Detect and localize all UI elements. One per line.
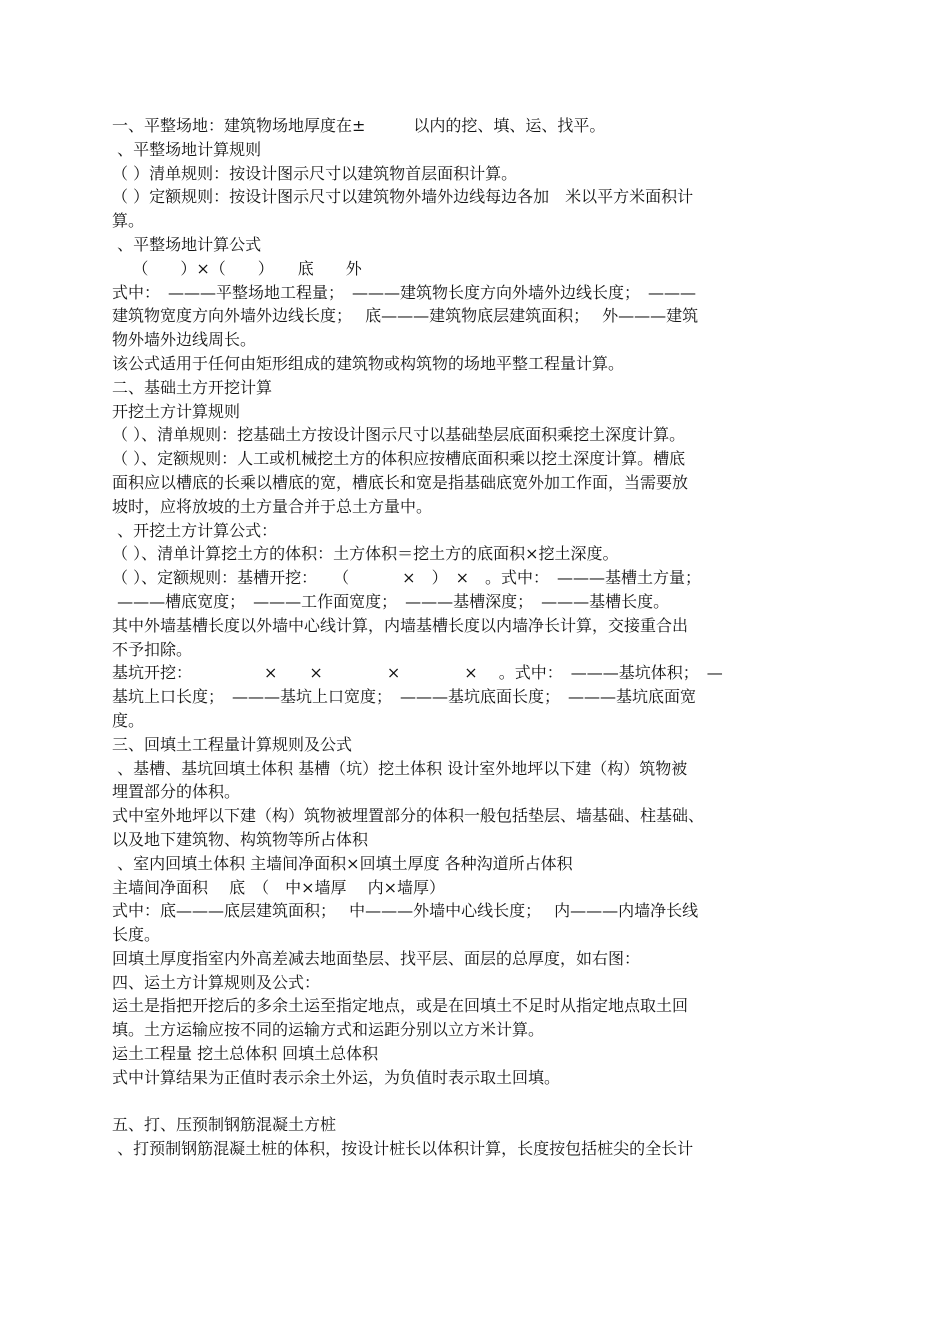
text-line: 长度。 [112,925,161,945]
text-line: 、打预制钢筋混凝土桩的体积，按设计桩长以体积计算，长度按包括桩尖的全长计 [112,1139,694,1159]
text-line: 其中外墙基槽长度以外墙中心线计算，内墙基槽长度以内墙净长计算，交接重合出 [112,615,689,635]
text-line: 度。 [112,710,145,730]
text-line: 、基槽、基坑回填土体积 基槽（坑）挖土体积 设计室外地坪以下建（构）筑物被 [112,758,688,778]
text-line: 物外墙外边线周长。 [112,330,257,350]
text-line: （ ）、定额规则：基槽开挖： （ × ） × 。式中： ———基槽土方量； [112,568,701,588]
text-line: 以及地下建筑物、构筑物等所占体积 [112,829,369,849]
text-line: （ ）、定额规则：人工或机械挖土方的体积应按槽底面积乘以挖土深度计算。槽底 [112,449,686,469]
text-line: 式中：底———底层建筑面积； 中———外墙中心线长度； 内———内墙净长线 [112,901,699,921]
text-line: 式中室外地坪以下建（构）筑物被埋置部分的体积一般包括垫层、墙基础、柱基础、 [112,806,705,826]
text-line: 、平整场地计算公式 [112,234,262,254]
text-line: 一、平整场地：建筑物场地厚度在± 以内的挖、填、运、找平。 [112,116,606,135]
section-heading: 三、回填土工程量计算规则及公式 [112,734,353,754]
text-line: 算。 [112,211,145,231]
text-line: 该公式适用于任何由矩形组成的建筑物或构筑物的场地平整工程量计算。 [112,353,625,373]
section-heading: 四、运土方计算规则及公式： [112,972,321,992]
text-line: 回填土厚度指室内外高差减去地面垫层、找平层、面层的总厚度，如右图： [112,948,641,968]
formula-line: （ ）×（ ） 底 外 [112,258,362,278]
text-line: 建筑物宽度方向外墙外边线长度； 底———建筑物底层建筑面积； 外———建筑 [112,306,699,326]
text-line: 基坑开挖： × × × × 。式中： ———基坑体积； — [112,663,723,683]
formula-line: 运土工程量 挖土总体积 回填土总体积 [112,1044,379,1064]
text-line: 坡时，应将放坡的土方量合并于总土方量中。 [112,496,433,516]
text-line: 、开挖土方计算公式： [112,520,278,540]
document-body [112,114,812,1161]
section-heading: 二、基础土方开挖计算 [112,377,273,397]
text-line: 基坑上口长度； ———基坑上口宽度； ———基坑底面长度； ———基坑底面宽 [112,687,697,707]
text-line: 式中： ———平整场地工程量； ———建筑物长度方向外墙外边线长度； ——— [112,282,697,302]
text-line: （ ）、清单计算挖土方的体积：土方体积＝挖土方的底面积×挖土深度。 [112,544,619,564]
text-line: 运土是指把开挖后的多余土运至指定地点，或是在回填土不足时从指定地点取土回 [112,996,689,1016]
text-line: ———槽底宽度； ———工作面宽度； ———基槽深度； ———基槽长度。 [112,591,670,611]
text-line: 式中计算结果为正值时表示余土外运，为负值时表示取土回填。 [112,1067,561,1087]
text-line: 开挖土方计算规则 [112,401,241,421]
text-line: 填。土方运输应按不同的运输方式和运距分别以立方米计算。 [112,1020,545,1040]
text-line: 、室内回填土体积 主墙间净面积×回填土厚度 各种沟道所占体积 [112,853,573,873]
text-line: 面积应以槽底的长乘以槽底的宽，槽底长和宽是指基础底宽外加工作面，当需要放 [112,472,689,492]
text-line: 埋置部分的体积。 [112,782,241,802]
text-line: （ ）定额规则：按设计图示尺寸以建筑物外墙外边线每边各加 米以平方米面积计 [112,187,694,207]
section-heading: 五、打、压预制钢筋混凝土方桩 [112,1115,337,1135]
text-line: （ ）清单规则：按设计图示尺寸以建筑物首层面积计算。 [112,163,518,183]
text-line: 不予扣除。 [112,639,193,659]
formula-line: 主墙间净面积 底 （ 中×墙厚 内×墙厚） [112,877,445,897]
blank-line [112,1090,812,1114]
text-line: （ ）、清单规则：挖基础土方按设计图示尺寸以基础垫层底面积乘挖土深度计算。 [112,425,686,445]
text-line: 、平整场地计算规则 [112,139,262,159]
